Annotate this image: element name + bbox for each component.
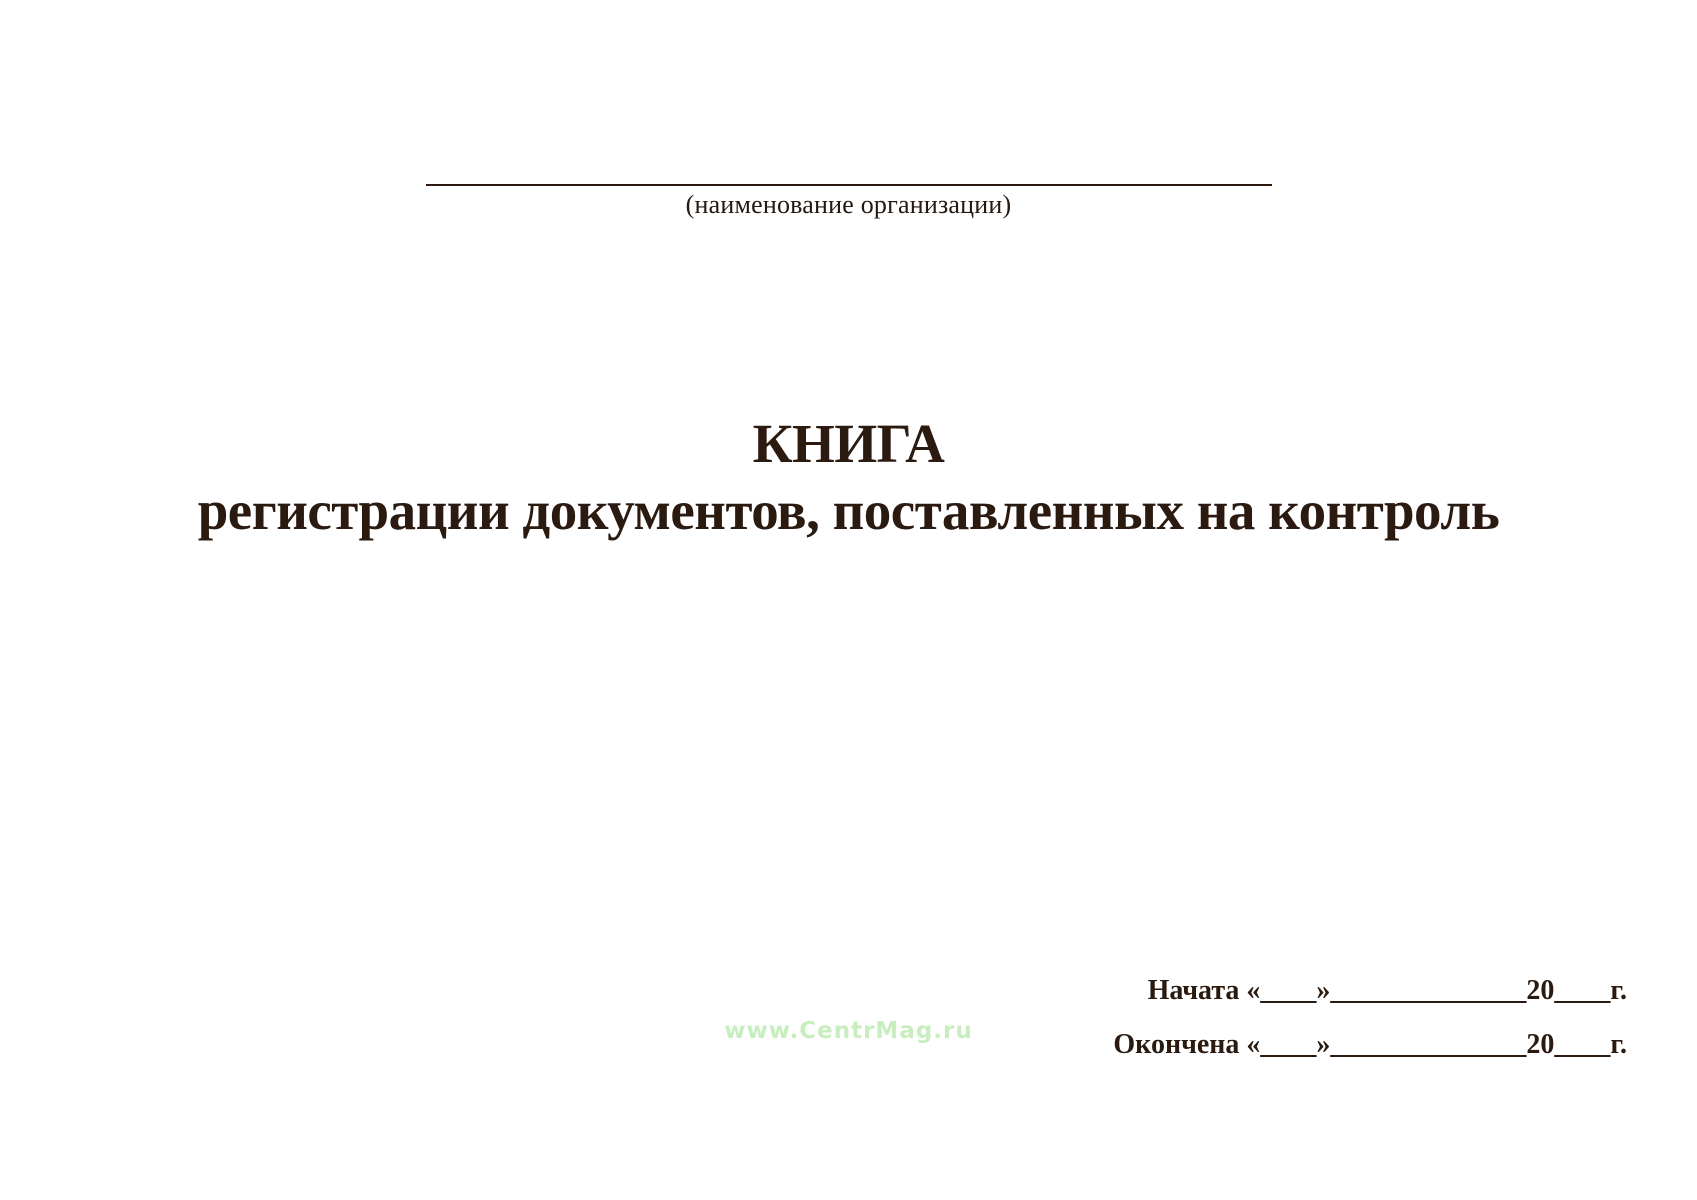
finished-date-line: Окончена «____»______________20____г. <box>1113 1029 1627 1060</box>
document-title: КНИГА <box>752 413 945 474</box>
watermark: www.CentrMag.ru <box>724 1018 973 1044</box>
document-subtitle: регистрации документов, поставленных на контроль <box>197 480 1500 541</box>
document-title-block <box>0 410 1697 544</box>
organization-name-blank-line <box>426 184 1272 186</box>
organization-name-block <box>0 184 1697 220</box>
started-date-line: Начата «____»______________20____г. <box>1147 975 1627 1006</box>
dates-block <box>1113 974 1627 1062</box>
organization-caption: (наименование организации) <box>685 190 1012 219</box>
